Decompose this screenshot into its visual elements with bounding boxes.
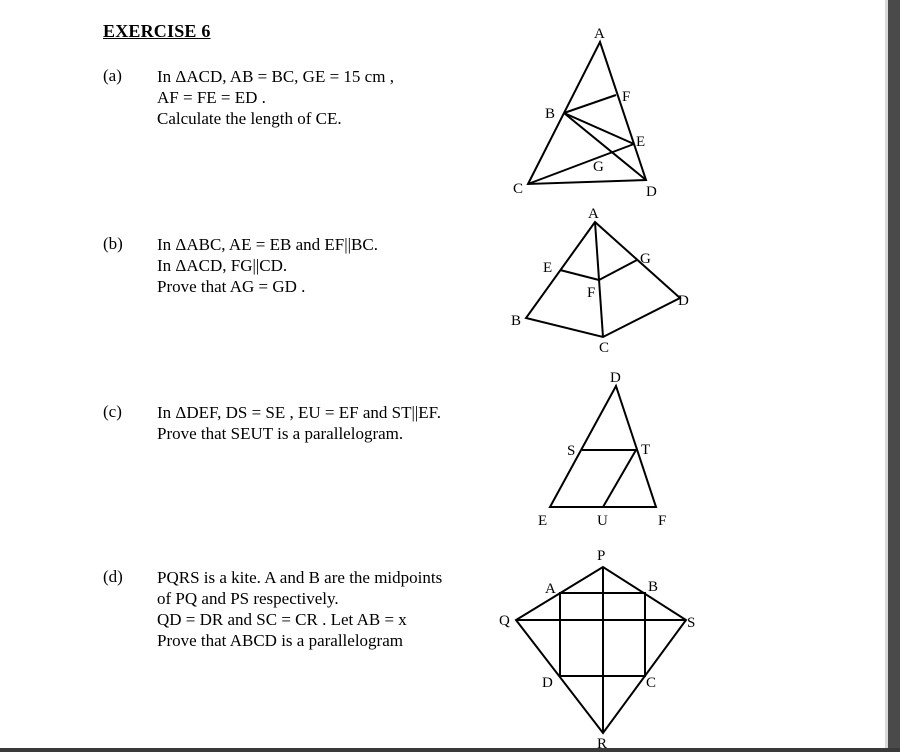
figure-d-label-r: R bbox=[597, 736, 608, 752]
figure-a-label-g: G bbox=[593, 159, 604, 175]
problem-d-line: of PQ and PS respectively. bbox=[157, 589, 339, 608]
figure-c-label-f: F bbox=[658, 513, 667, 529]
figure-d-label-q: Q bbox=[499, 613, 510, 629]
problem-d-line: Prove that ABCD is a parallelogram bbox=[157, 631, 403, 650]
problem-c-line: Prove that SEUT is a parallelogram. bbox=[157, 424, 404, 443]
problem-a-line: AF = FE = ED . bbox=[157, 88, 266, 107]
problem-d-label: (d) bbox=[103, 567, 123, 586]
figure-d-label-c: C bbox=[646, 675, 657, 691]
figure-c-label-u: U bbox=[597, 513, 608, 529]
figure-b-label-c: C bbox=[599, 340, 610, 356]
figure-a-label-b: B bbox=[545, 106, 556, 122]
figure-d-label-s: S bbox=[687, 615, 696, 631]
problem-d-line: PQRS is a kite. A and B are the midpoints bbox=[157, 568, 443, 587]
figure-a-label-f: F bbox=[622, 89, 631, 105]
figure-d-label-b: B bbox=[648, 579, 659, 595]
problem-b-line: Prove that AG = GD . bbox=[157, 277, 306, 296]
figure-d-label-a: A bbox=[545, 581, 556, 597]
figure-d-kite-outline bbox=[516, 567, 686, 733]
problem-c-label: (c) bbox=[103, 402, 122, 421]
figure-a-label-c: C bbox=[513, 181, 524, 197]
problem-c-line: In ΔDEF, DS = SE , EU = EF and ST||EF. bbox=[157, 403, 442, 422]
figure-b-label-g: G bbox=[640, 251, 651, 267]
figure-b-label-b: B bbox=[511, 313, 522, 329]
problem-a-line: Calculate the length of CE. bbox=[157, 109, 342, 128]
problem-b-line: In ΔACD, FG||CD. bbox=[157, 256, 288, 275]
figure-a-label-e: E bbox=[636, 134, 646, 150]
figure-c-label-e: E bbox=[538, 513, 548, 529]
figure-b-label-d: D bbox=[678, 293, 689, 309]
figure-d-label-d: D bbox=[542, 675, 553, 691]
figure-d-label-p: P bbox=[597, 548, 606, 564]
figure-c-label-d: D bbox=[610, 370, 621, 386]
figure-b-label-a: A bbox=[588, 206, 599, 222]
problem-d-line: QD = DR and SC = CR . Let AB = x bbox=[157, 610, 407, 629]
figure-a-label-a: A bbox=[594, 26, 605, 42]
exercise-title: EXERCISE 6 bbox=[103, 21, 211, 41]
figure-c-label-t: T bbox=[641, 442, 651, 458]
figure-c-label-s: S bbox=[567, 443, 576, 459]
problem-a-line: In ΔACD, AB = BC, GE = 15 cm , bbox=[157, 67, 394, 86]
figure-b-label-f: F bbox=[587, 285, 596, 301]
figure-b-label-e: E bbox=[543, 260, 553, 276]
figure-a-label-d: D bbox=[646, 184, 657, 200]
problem-b-label: (b) bbox=[103, 234, 123, 253]
problem-a-label: (a) bbox=[103, 66, 122, 85]
problem-b-line: In ΔABC, AE = EB and EF||BC. bbox=[157, 235, 378, 254]
